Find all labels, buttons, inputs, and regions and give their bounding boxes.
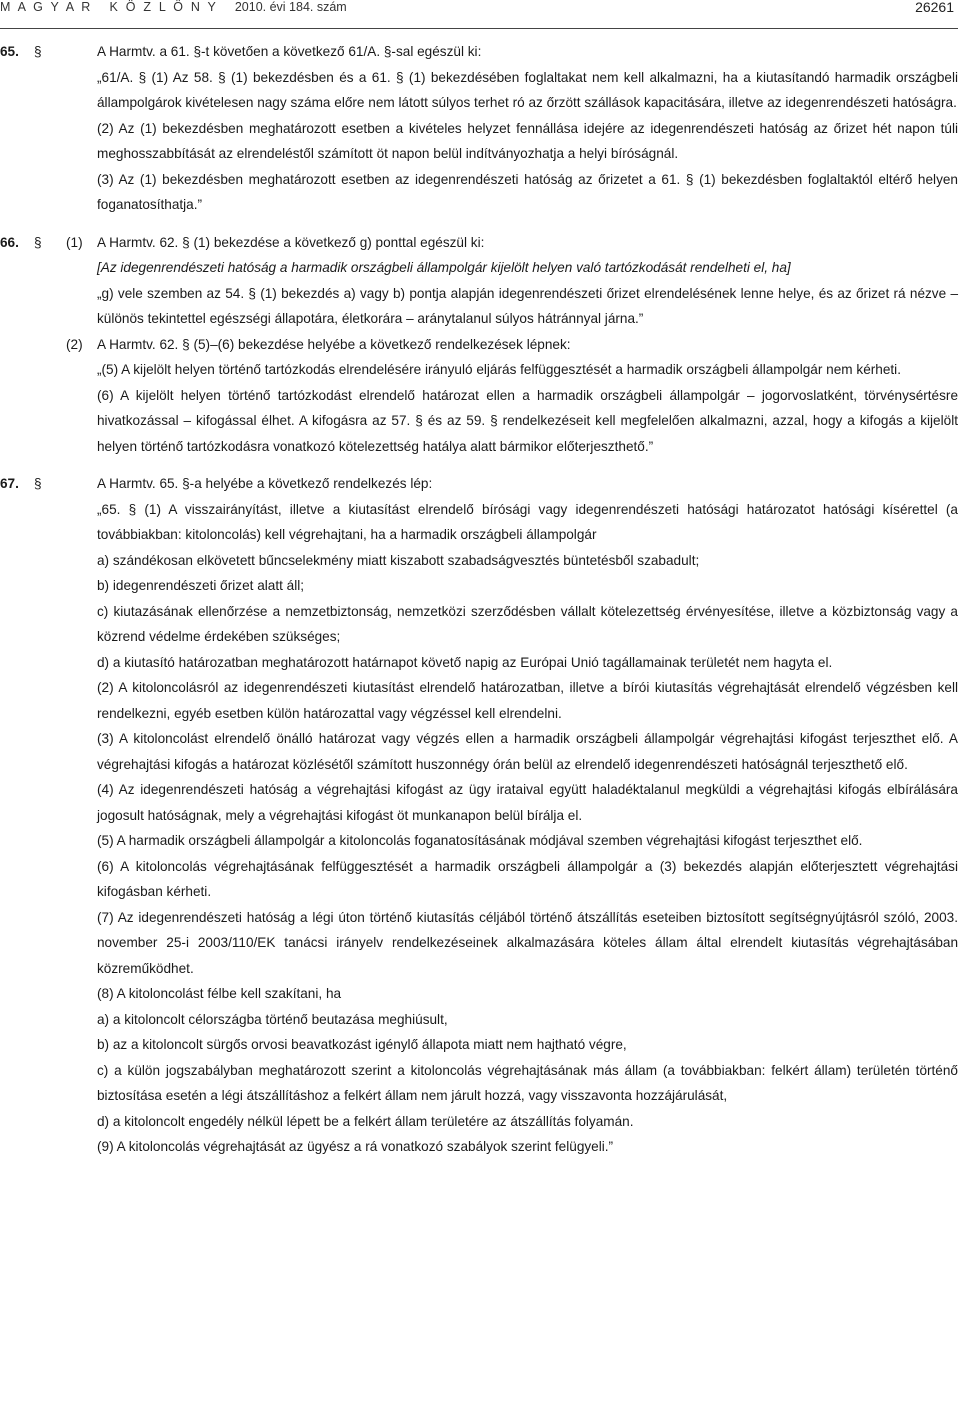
paragraph: (7) Az idegenrendészeti hatóság a légi úton történő kiutasítás céljából történő átszállítás eseteiben biztosított segítségnyújtásról szóló, 2003. november 25-i 2003/110/EK tanácsi irányelv rendelkezéseinek alkalmazására köteles állam által elrendelt kiutasítás végrehajtásában közreműködhet. xyxy=(97,909,958,976)
section-sign: § xyxy=(34,44,42,59)
page-number: 26261 xyxy=(915,0,954,15)
paragraph: (8) A kitoloncolást félbe kell szakítani, ha xyxy=(97,986,342,1001)
paragraph: (6) A kitoloncolás végrehajtásának felfüggesztését a harmadik országbeli állampolgár a (3) bekezdés alapján előterjesztett végrehajtási kifogásban kérheti. xyxy=(97,858,958,899)
journal-title: M A G Y A R K Ö Z L Ö N Y xyxy=(0,0,218,14)
paragraph: (5) A harmadik országbeli állampolgár a kitoloncolás foganatosításának módjával szemben végrehajtási kifogást terjeszthet elő. xyxy=(97,833,863,848)
list-item: a) a kitoloncolt célországba történő beutazása meghiúsult, xyxy=(97,1011,448,1027)
paragraph: (9) A kitoloncolás végrehajtását az ügyész a rá vonatkozó szabályok szerint felügyeli.” xyxy=(97,1139,614,1154)
document-body xyxy=(0,39,958,1160)
section-intro: A Harmtv. a 61. §-t követően a következő 61/A. §-sal egészül ki: xyxy=(97,44,482,59)
section-sign: § xyxy=(34,234,42,250)
section-number: 67. xyxy=(0,476,19,491)
paragraph: „65. § (1) A visszairányítást, illetve a kiutasítást elrendelő bírósági vagy idegenrendészeti hatósági határozatot hatósági kísérettel (a továbbiakban: kitoloncolás) kell végrehajtani, ha a harmadik országbeli állampolgár xyxy=(97,501,958,542)
italic-context xyxy=(0,255,958,281)
issue-info: 2010. évi 184. szám xyxy=(234,0,347,14)
list-item: d) a kiutasító határozatban meghatározott határnapot követő napig az Európai Unió tagállamainak területét nem hagyta el. xyxy=(97,654,833,670)
paragraph: „(5) A kijelölt helyen történő tartózkodás elrendelésére irányuló eljárás felfüggesztését a harmadik országbeli állampolgár nem kérheti. xyxy=(97,362,901,377)
list-item: d) a kitoloncolt engedély nélkül lépett be a felkért állam területére az átszállítás folyamán. xyxy=(97,1113,634,1129)
list-item: a) szándékosan elkövetett bűncselekmény miatt kiszabott szabadságvesztés büntetésből szabadult; xyxy=(97,552,700,568)
subsection-number: (2) xyxy=(66,336,83,352)
section-intro: A Harmtv. 62. § (5)–(6) bekezdése helyébe a következő rendelkezések lépnek: xyxy=(97,336,571,352)
page-header xyxy=(0,0,958,29)
list-item: b) az a kitoloncolt sürgős orvosi beavatkozást igénylő állapota miatt nem hajtható végre, xyxy=(97,1037,627,1052)
section-number: 66. xyxy=(0,234,19,250)
paragraph: (2) A kitoloncolásról az idegenrendészeti kiutasítást elrendelő határozatban, illetve a bírói kiutasítás végrehajtását elrendelő végzésben kell rendelkezni, egyéb esetben külön határozattal vagy végzéssel kell elrendelni. xyxy=(97,680,958,721)
list-item: c) a külön jogszabályban meghatározott szerint a kitoloncolás végrehajtásának más állam (a továbbiakban: felkért állam) területén történő biztosítása esetén a légi átszállításhoz a felkért állam nem járult hozzá, vagy visszavonta hozzájárulását, xyxy=(97,1062,958,1103)
list-item: c) kiutazásának ellenőrzése a nemzetbiztonság, nemzetközi szerződésben vállalt kötelezettség érvényesítése, illetve a közbiztonság vagy a közrend védelme érdekében szükséges; xyxy=(97,603,958,644)
paragraph: (6) A kijelölt helyen történő tartózkodást elrendelő határozat ellen a harmadik országbeli állampolgár – jogorvoslatként, törvénysértésre hivatkozással – kifogással élhet. A kifogásra az 57. § és az 59. § rendelkezéseit kell megfelelően alkalmazni, azzal, hogy a kifogás a kijelölt helyen történő tartózkodásra vonatkozó kötelezettség hatálya alatt bármikor előterjeszthető.” xyxy=(97,387,958,454)
section-number: 65. xyxy=(0,44,19,59)
paragraph: (4) Az idegenrendészeti hatóság a végrehajtási kifogást az ügy irataival együtt haladéktalanul megküldi a végrehajtási kifogás elbírálására jogosult hatóságnak, mely a végrehajtási kifogást öt munkanapon belül bírálja el. xyxy=(97,782,958,823)
list-item: b) idegenrendészeti őrizet alatt áll; xyxy=(97,578,305,593)
paragraph: „61/A. § (1) Az 58. § (1) bekezdésben és a 61. § (1) bekezdésében foglaltakat nem kell alkalmazni, ha a kiutasítandó harmadik országbeli állampolgárok kivételesen nagy száma előre nem látott súlyos terhet ró az őrzött szállások kapacitására, illetve az idegenrendészeti hatóságra. xyxy=(97,69,958,110)
section-intro: A Harmtv. 65. §-a helyébe a következő rendelkezés lép: xyxy=(97,476,433,491)
paragraph: (2) Az (1) bekezdésben meghatározott esetben a kivételes helyzet fennállása idejére az idegenrendészeti hatóság az őrizet hét napon túli meghosszabbítását az elrendeléstől számított öt napon belül indítványozhatja a helyi bíróságnál. xyxy=(97,120,958,161)
subsection-2 xyxy=(0,332,958,358)
section-66 xyxy=(0,230,958,256)
section-intro: A Harmtv. 62. § (1) bekezdése a következő g) ponttal egészül ki: xyxy=(97,234,485,250)
paragraph: (3) A kitoloncolást elrendelő önálló határozat vagy végzés ellen a harmadik országbeli állampolgár végrehajtási kifogást terjeszthet elő. A végrehajtási kifogás a határozat közlésétől számított huszonnégy órán belül az elrendelő idegenrendészeti hatóságnál terjeszthető elő. xyxy=(97,731,958,772)
italic-text: [Az idegenrendészeti hatóság a harmadik országbeli állampolgár kijelölt helyen való tartózkodását rendelheti el, ha] xyxy=(97,260,791,275)
section-sign: § xyxy=(34,476,42,491)
section-67 xyxy=(0,471,958,497)
paragraph: „g) vele szemben az 54. § (1) bekezdés a) vagy b) pontja alapján idegenrendészeti őrizet elrendelésének lenne helye, és az őrizet rá nézve – különös tekintettel egészségi állapotára, életkorára – aránytalanul súlyos hátránnyal járna.” xyxy=(97,285,958,326)
section-65 xyxy=(0,39,958,65)
journal-header xyxy=(0,0,347,14)
paragraph: (3) Az (1) bekezdésben meghatározott esetben az idegenrendészeti hatóság az őrizetet a 61. § (1) bekezdésben foglaltaktól eltérő helyen foganatosíthatja.” xyxy=(97,171,958,212)
subsection-number: (1) xyxy=(66,234,83,250)
